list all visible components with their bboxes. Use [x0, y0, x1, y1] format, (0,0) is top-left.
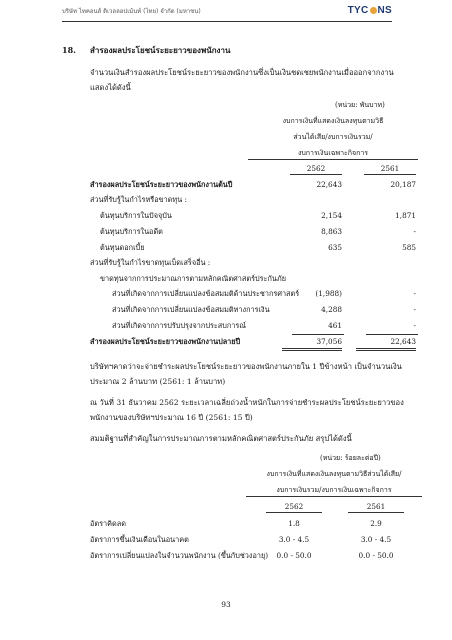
section-title: สำรองผลประโยชน์ระยะยาวของพนักงาน — [90, 45, 231, 55]
table1-row-value-current: 22,643 — [316, 180, 342, 189]
intro-line-2: แสดงได้ดังนี้ — [90, 83, 131, 92]
table1-row-value-prior: 20,187 — [390, 180, 416, 189]
logo-dot-icon — [370, 7, 377, 14]
table1-header-line-3: งบการเงินเฉพาะกิจการ — [248, 149, 418, 160]
table1-unit: (หน่วย: พันบาท) — [335, 101, 385, 109]
table1-row-value-prior: 1,871 — [395, 211, 416, 220]
header-divider — [62, 21, 392, 22]
table1-row-value-current: 4,288 — [321, 305, 342, 314]
table2-row-value-prior: 3.0 - 4.5 — [360, 535, 392, 544]
para3-line-1: ณ วันที่ 31 ธันวาคม 2562 ระยะเวลาเฉลี่ยถ่วงน้ำหนักในการจ่ายชำระผลประโยชน์ระยะยาวของ — [90, 398, 404, 407]
table1-year-current: 2562 — [290, 165, 342, 175]
table1-row-value-prior: - — [413, 289, 416, 298]
table1-year-prior: 2561 — [364, 165, 416, 175]
table1-row-label: ส่วนที่รับรู้ในกำไรหรือขาดทุน : — [90, 195, 187, 204]
table1-row-label: ส่วนที่เกิดจากการเปลี่ยนแปลงข้อสมมติทางการเงิน — [112, 305, 270, 314]
logo-text-right: NS — [377, 5, 392, 16]
table1-row-value-prior: - — [413, 305, 416, 314]
table1-row-label: สำรองผลประโยชน์ระยะยาวของพนักงานต้นปี — [90, 180, 233, 189]
table2-year-prior: 2561 — [348, 503, 404, 513]
table1-row-label: ต้นทุนดอกเบี้ย — [100, 243, 145, 252]
table1-row-label: สำรองผลประโยชน์ระยะยาวของพนักงานปลายปี — [90, 337, 241, 346]
table1-row-value-current: 2,154 — [321, 211, 342, 220]
intro-line-1: จำนวนเงินสำรองผลประโยชน์ระยะยาวของพนักงานซึ่งเป็นเงินชดเชยพนักงานเมื่อออกจากงาน — [90, 68, 394, 77]
section-number: 18. — [62, 45, 76, 55]
subtotal-rule-current — [292, 334, 344, 335]
table2-header-line-1: งบการเงินที่แสดงเงินลงทุนตามวิธีส่วนได้เสีย/ — [266, 470, 402, 478]
logo-text-left: TYC — [347, 5, 369, 16]
table1-row-value-current: (1,988) — [315, 289, 342, 298]
subtotal-rule-prior — [366, 334, 418, 335]
para4: สมมติฐานที่สำคัญในการประมาณการตามหลักคณิตศาสตร์ประกันภัย สรุปได้ดังนี้ — [90, 434, 352, 443]
table1-header-line-1: งบการเงินที่แสดงเงินลงทุนตามวิธี — [282, 117, 384, 125]
table1-row-label: ต้นทุนบริการในปัจจุบัน — [100, 211, 172, 220]
table1-row-value-prior: 22,643 — [356, 338, 416, 351]
para3-line-2: พนักงานของบริษัทฯประมาณ 16 ปี (2561: 15 ปี) — [90, 413, 253, 422]
table1-row-value-prior: 585 — [402, 243, 416, 252]
page-number: 93 — [221, 600, 231, 610]
para2-line-2: ประมาณ 2 ล้านบาท (2561: 1 ล้านบาท) — [90, 377, 226, 386]
table2-unit: (หน่วย: ร้อยละต่อปี) — [320, 454, 381, 462]
table2-row-label: อัตราการขึ้นเงินเดือนในอนาคต — [90, 535, 189, 544]
table2-year-current: 2562 — [266, 503, 322, 513]
table1-row-value-current: 461 — [328, 321, 342, 330]
table2-row-label: อัตราคิดลด — [90, 519, 126, 528]
table2-row-value-current: 1.8 — [288, 519, 300, 528]
table2-row-label: อัตราการเปลี่ยนแปลงในจำนวนพนักงาน (ขึ้นกับช่วงอายุ) — [90, 551, 269, 560]
company-logo — [348, 5, 392, 17]
company-header: บริษัท ไทคอนส์ ดิเวลลอปเม้นท์ (ไทย) จำกัด (มหาชน) — [62, 8, 201, 15]
table1-row-value-prior: - — [413, 227, 416, 236]
table2-row-value-prior: 2.9 — [370, 519, 382, 528]
table2-row-value-current: 0.0 - 50.0 — [276, 551, 312, 560]
table1-row-label: ส่วนที่เกิดจากการเปลี่ยนแปลงข้อสมมติด้านประชากรศาสตร์ — [112, 289, 300, 298]
table2-row-value-current: 3.0 - 4.5 — [278, 535, 310, 544]
table1-row-value-current: 635 — [328, 243, 342, 252]
table1-row-value-prior: - — [413, 321, 416, 330]
para2-line-1: บริษัทฯคาดว่าจะจ่ายชำระผลประโยชน์ระยะยาวของพนักงานภายใน 1 ปีข้างหน้า เป็นจำนวนเงิน — [90, 362, 402, 371]
table1-row-value-current: 37,056 — [282, 338, 342, 351]
table1-row-label: ส่วนที่เกิดจากการปรับปรุงจากประสบการณ์ — [112, 321, 247, 330]
table2-row-value-prior: 0.0 - 50.0 — [358, 551, 394, 560]
table2-header-line-2: งบการเงินรวม/งบการเงินเฉพาะกิจการ — [246, 486, 422, 497]
table1-row-label: ขาดทุนจากการประมาณการตามหลักคณิตศาสตร์ประกันภัย — [100, 274, 286, 283]
table1-row-label: ส่วนที่รับรู้ในกำไรขาดทุนเบ็ดเสร็จอื่น : — [90, 258, 211, 267]
table1-header-line-2: ส่วนได้เสีย/งบการเงินรวม/ — [293, 133, 373, 141]
table1-row-value-current: 8,863 — [321, 227, 342, 236]
table1-row-label: ต้นทุนบริการในอดีต — [100, 227, 163, 236]
